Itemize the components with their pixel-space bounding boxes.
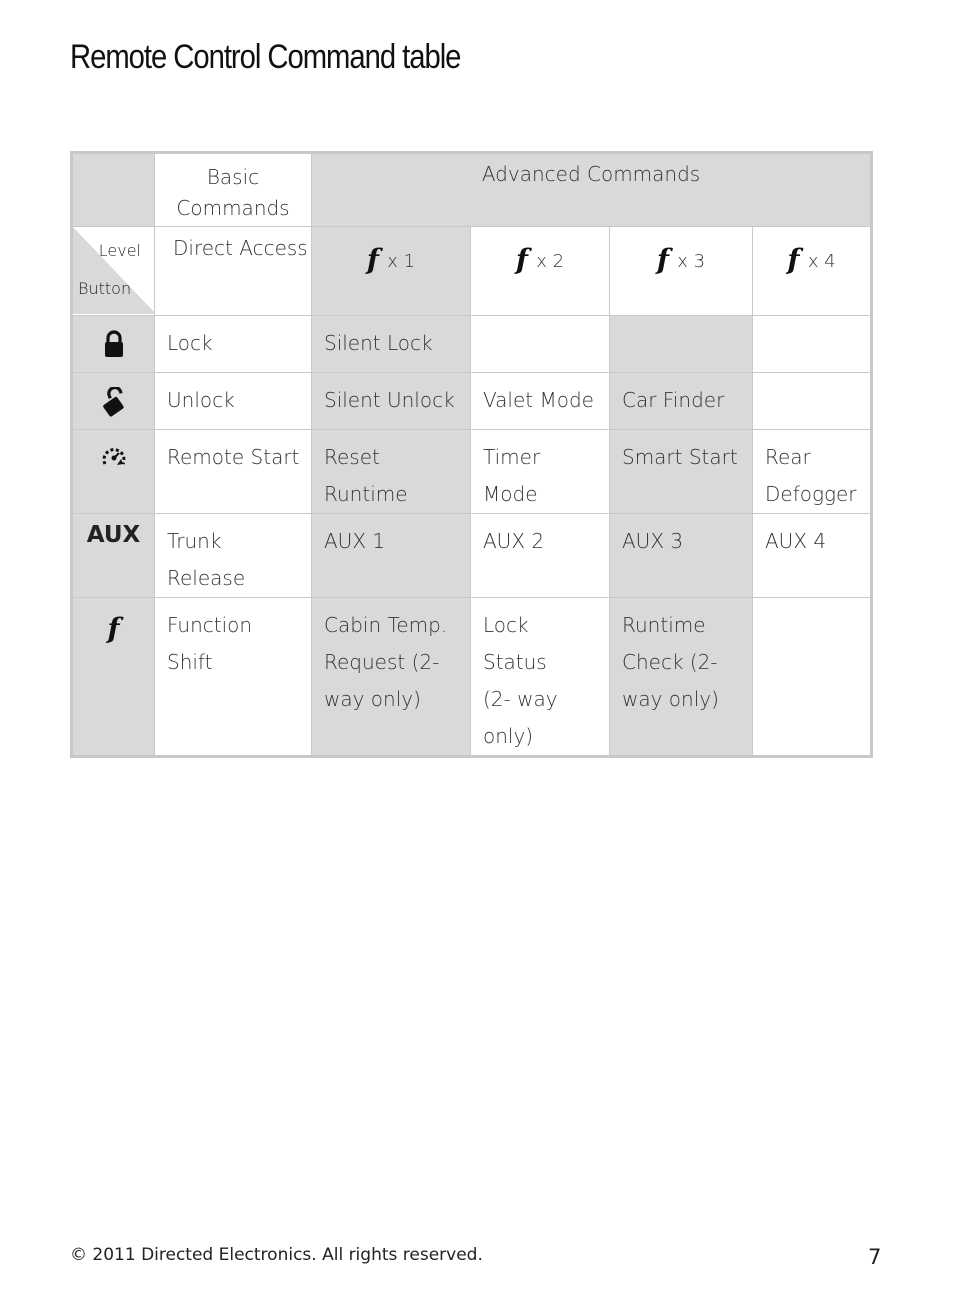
- level-label: Level: [98, 241, 141, 260]
- level-2-cell: AUX 2: [471, 514, 610, 598]
- level-1-cell: Silent Lock: [312, 316, 471, 373]
- button-icon-cell: [72, 316, 155, 373]
- function-shift-icon: f: [787, 243, 800, 276]
- header-basic-commands: Basic Commands: [155, 153, 312, 227]
- level-4-cell: [753, 316, 872, 373]
- level-4-cell: [753, 373, 872, 430]
- level-2-header: f x 2: [471, 227, 610, 316]
- level-1-header: f x 1: [312, 227, 471, 316]
- table-row: [72, 598, 872, 757]
- level-1-cell: Cabin Temp. Request (2- way only): [312, 598, 471, 757]
- table-row: [72, 514, 872, 598]
- level-4-cell: AUX 4: [753, 514, 872, 598]
- level-4-header: f x 4: [753, 227, 872, 316]
- function-shift-icon: f: [656, 243, 669, 276]
- direct-access-cell: Function Shift: [155, 598, 312, 757]
- level-2-cell: Valet Mode: [471, 373, 610, 430]
- table-row: [72, 316, 872, 373]
- level-2-cell: [471, 316, 610, 373]
- table-row: [72, 430, 872, 514]
- level-3-cell: AUX 3: [610, 514, 753, 598]
- level-1-cell: AUX 1: [312, 514, 471, 598]
- level-3-cell: Smart Start: [610, 430, 753, 514]
- direct-access-cell: Trunk Release: [155, 514, 312, 598]
- aux-button-label: AUX: [86, 522, 141, 548]
- lock-icon: [103, 330, 125, 363]
- direct-access-header: Direct Access: [155, 227, 312, 316]
- direct-access-cell: Unlock: [155, 373, 312, 430]
- level-3-cell: Runtime Check (2- way only): [610, 598, 753, 757]
- direct-access-cell: Remote Start: [155, 430, 312, 514]
- function-shift-icon: f: [107, 612, 120, 645]
- unlock-icon: [101, 387, 127, 424]
- button-icon-cell: [72, 598, 155, 757]
- table-header-row: [72, 153, 872, 227]
- level-3-cell: Car Finder: [610, 373, 753, 430]
- header-advanced-commands: Advanced Commands: [312, 153, 872, 227]
- page-title: Remote Control Command table: [70, 38, 461, 76]
- button-icon-cell: [72, 373, 155, 430]
- level-2-cell: Timer Mode: [471, 430, 610, 514]
- button-icon-cell: [72, 514, 155, 598]
- button-label: Button: [78, 279, 132, 298]
- level-1-cell: Reset Runtime: [312, 430, 471, 514]
- direct-access-cell: Lock: [155, 316, 312, 373]
- function-shift-icon: f: [366, 243, 379, 276]
- table-row: [72, 373, 872, 430]
- level-2-cell: Lock Status (2- way only): [471, 598, 610, 757]
- remote-start-icon: [100, 444, 128, 475]
- level-3-header: f x 3: [610, 227, 753, 316]
- level-4-cell: Rear Defogger: [753, 430, 872, 514]
- level-3-cell: [610, 316, 753, 373]
- page-number: 7: [868, 1245, 882, 1269]
- copyright-text: © 2011 Directed Electronics. All rights reserved.: [70, 1245, 483, 1265]
- command-table: [70, 151, 873, 758]
- level-4-cell: [753, 598, 872, 757]
- button-icon-cell: [72, 430, 155, 514]
- table-level-row: [72, 227, 872, 316]
- corner-cell: [72, 153, 155, 227]
- level-1-cell: Silent Unlock: [312, 373, 471, 430]
- function-shift-icon: f: [515, 243, 528, 276]
- level-button-cell: [72, 227, 155, 316]
